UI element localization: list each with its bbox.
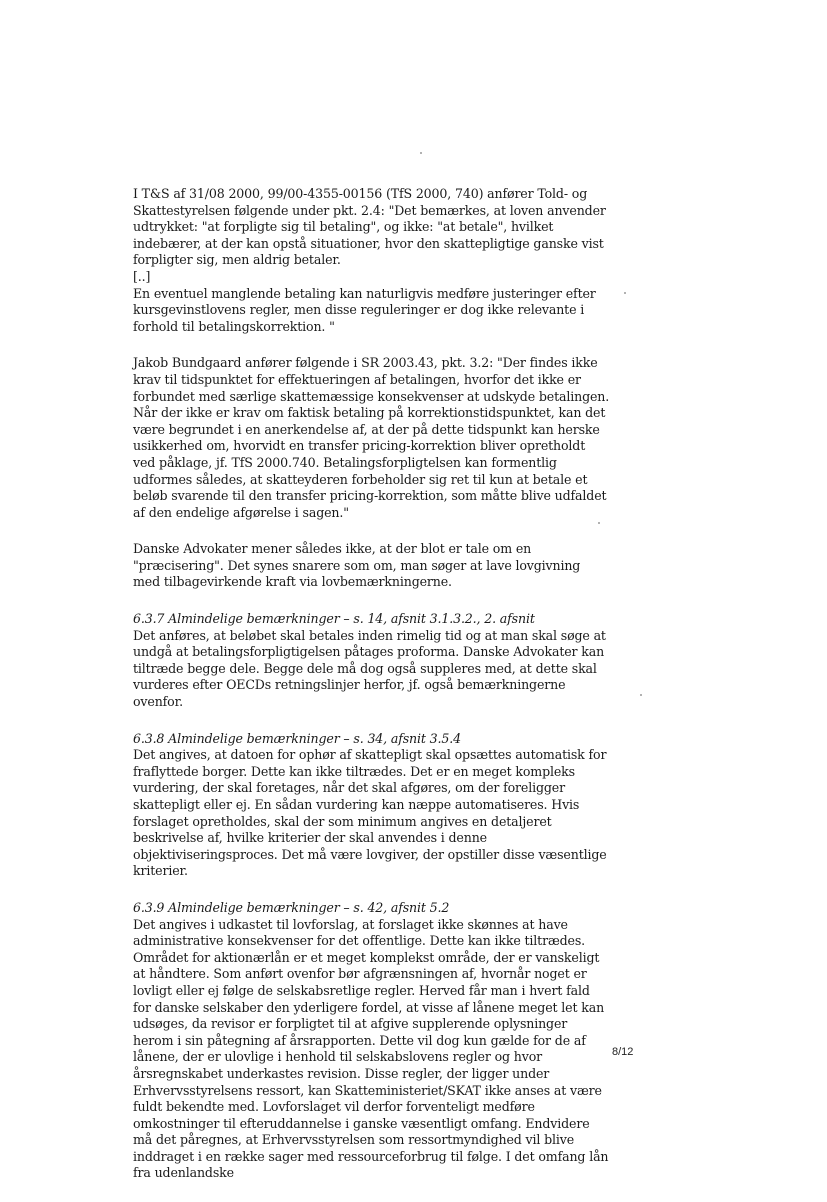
section-6-3-7: [133, 611, 611, 711]
section-body: Det angives, at datoen for ophør af skattepligt skal opsættes automatisk for fraflyttede borger. Dette kan ikke tiltrædes. Det er en meget kompleks vurdering, der skal foretages, når det skal afgøres, om der foreligger skattepligt eller ej. En sådan vurdering kan næppe automatiseres. Hvis forslaget opretholdes, skal der som minimum angives en detaljeret beskrivelse af, hvilke kriterier der skal anvendes i denne objektiviseringsproces. Det må være lovgiver, der opstiller disse væsentlige kriterier.: [133, 747, 607, 879]
page-number: 8/12: [612, 1046, 634, 1058]
quote-block-bundgaard: [133, 355, 611, 521]
quote-block-tfs: [133, 186, 611, 335]
paragraph: [..]: [133, 268, 151, 284]
paragraph-block: [133, 541, 611, 591]
section-heading: 6.3.8 Almindelige bemærkninger – s. 34, afsnit 3.5.4: [133, 730, 461, 746]
section-body: Det angives i udkastet til lovforslag, at forslaget ikke skønnes at have administrative konsekvenser for det offentlige. Dette kan ikke tiltrædes. Området for aktionærlån er et meget komplekst område, der er vanskeligt at håndtere. Som anført ovenfor bør afgrænsningen af, hvornår noget er lovligt eller ej følge de selskabsretlige regler. Herved får man i hvert fald for danske selskaber den yderligere fordel, at visse af lånene meget let kan udsøges, da revisor er forpligtet til at afgive supplerende oplysninger herom i sin påtegning af årsrapporten. Dette vil dog kun gælde for de af lånene, der er ulovlige i henhold til selskabslovens regler og hvor årsregnskabet underkastes revision. Disse regler, der ligger under Erhvervsstyrelsens ressort, kan Skatteministeriet/SKAT ikke anses at være fuldt bekendte med. Lovforslaget vil derfor forventeligt medføre omkostninger til efteruddannelse i ganske væsentligt omfang. Endvidere må det påregnes, at Erhvervsstyrelsen som ressortmyndighed vil blive inddraget i en række sager med ressourceforbrug til følge. I det omfang lån fra udenlandske: [133, 916, 609, 1181]
section-6-3-8: [133, 731, 611, 880]
paragraph: Danske Advokater mener således ikke, at der blot er tale om en "præcisering". Det synes snarere som om, man søger at lave lovgivning med tilbagevirkende kraft via lovbemærkningerne.: [133, 541, 581, 590]
paragraph: En eventuel manglende betaling kan naturligvis medføre justeringer efter kursgevinstlovens regler, men disse reguleringer er dog ikke relevante i forhold til betalingskorrektion. ": [133, 285, 596, 334]
section-heading: 6.3.9 Almindelige bemærkninger – s. 42, afsnit 5.2: [133, 899, 450, 915]
scan-speck: [640, 694, 642, 696]
scan-speck: [420, 152, 422, 154]
section-heading: 6.3.7 Almindelige bemærkninger – s. 14, afsnit 3.1.3.2., 2. afsnit: [133, 611, 535, 627]
scan-speck: [624, 292, 626, 294]
paragraph: Jakob Bundgaard anfører følgende i SR 2003.43, pkt. 3.2: "Der findes ikke krav til tidspunktet for effektueringen af betalingen, hvorfor det ikke er forbundet med særlige skattemæssige konsekvenser at udskyde betalingen. Når der ikke er krav om faktisk betaling på korrektionstidspunktet, kan det være begrundet i en anerkendelse af, at der på dette tidspunkt kan herske usikkerhed om, hvorvidt en transfer pricing-korrektion bliver opretholdt ved påklage, jf. TfS 2000.740. Betalingsforpligtelsen kan formentlig udformes således, at skatteyderen forbeholder sig ret til kun at betale et beløb svarende til den transfer pricing-korrektion, som måtte blive udfaldet af den endelige afgørelse i sagen.": [133, 355, 610, 520]
document-body: [133, 186, 611, 1202]
section-body: Det anføres, at beløbet skal betales inden rimelig tid og at man skal søge at undgå at betalingsforpligtigelsen påtages proforma. Danske Advokater kan tiltræde begge dele. Begge dele må dog også suppleres med, at dette skal vurderes efter OECDs retningslinjer herfor, jf. også bemærkningerne ovenfor.: [133, 627, 606, 710]
section-6-3-9: [133, 900, 611, 1182]
paragraph: I T&S af 31/08 2000, 99/00-4355-00156 (TfS 2000, 740) anfører Told- og Skattestyrelsen følgende under pkt. 2.4: "Det bemærkes, at loven anvender udtrykket: "at forpligte sig til betaling", og ikke: "at betale", hvilket indebærer, at der kan opstå situationer, hvor den skattepligtige ganske vist forpligter sig, men aldrig betaler.: [133, 186, 606, 268]
